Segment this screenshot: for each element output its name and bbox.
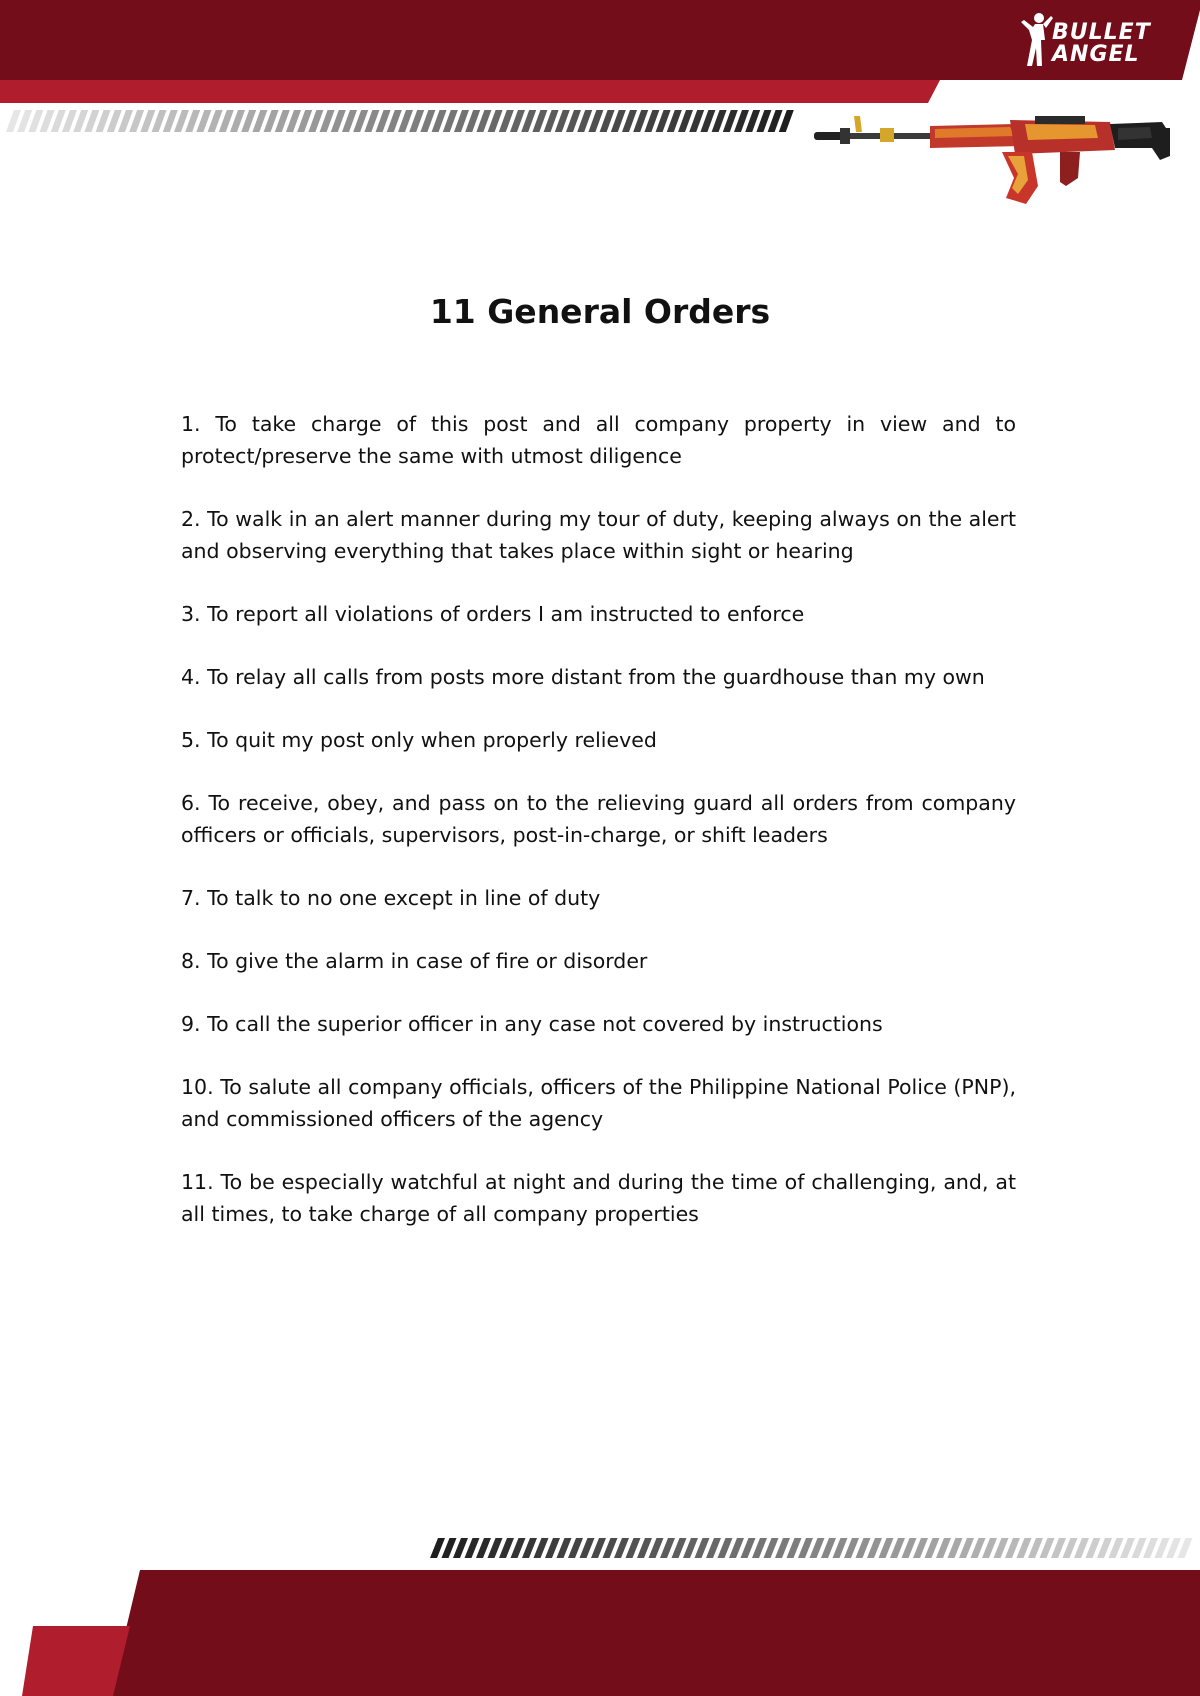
order-item-9: 9. To call the superior officer in any case not covered by instructions bbox=[181, 1012, 883, 1036]
footer-band bbox=[0, 1570, 1200, 1696]
rifle-illustration bbox=[810, 108, 1180, 213]
logo-line-2: ANGEL bbox=[1052, 42, 1140, 67]
order-item-6: 6. To receive, obey, and pass on to the relieving guard all orders from company officers or officials, supervisors, post-in-charge, or shift leaders bbox=[181, 791, 1016, 847]
bullet-angel-logo bbox=[1015, 10, 1185, 70]
order-item-4: 4. To relay all calls from posts more distant from the guardhouse than my own bbox=[181, 665, 985, 689]
order-item-2: 2. To walk in an alert manner during my tour of duty, keeping always on the alert and observing everything that takes place within sight or hearing bbox=[181, 507, 1016, 563]
figure-icon bbox=[1015, 10, 1055, 70]
order-item-7: 7. To talk to no one except in line of duty bbox=[181, 886, 601, 910]
footer-stripe-bar bbox=[430, 1538, 1200, 1558]
header-stripe-bar bbox=[0, 110, 800, 132]
order-item-10: 10. To salute all company officials, officers of the Philippine National Police (PNP), and commissioned officers of the agency bbox=[181, 1075, 1016, 1131]
order-item-1: 1. To take charge of this post and all company property in view and to protect/preserve the same with utmost diligence bbox=[181, 412, 1016, 468]
order-item-5: 5. To quit my post only when properly relieved bbox=[181, 728, 657, 752]
order-item-8: 8. To give the alarm in case of fire or disorder bbox=[181, 949, 648, 973]
logo-line-1: BULLET bbox=[1052, 20, 1151, 45]
order-item-3: 3. To report all violations of orders I am instructed to enforce bbox=[181, 602, 805, 626]
page-title: 11 General Orders bbox=[429, 292, 771, 331]
rifle-icon bbox=[810, 108, 1180, 213]
order-item-11: 11. To be especially watchful at night and during the time of challenging, and, at all times, to take charge of all company properties bbox=[181, 1170, 1016, 1226]
general-orders-list bbox=[181, 408, 1016, 1261]
